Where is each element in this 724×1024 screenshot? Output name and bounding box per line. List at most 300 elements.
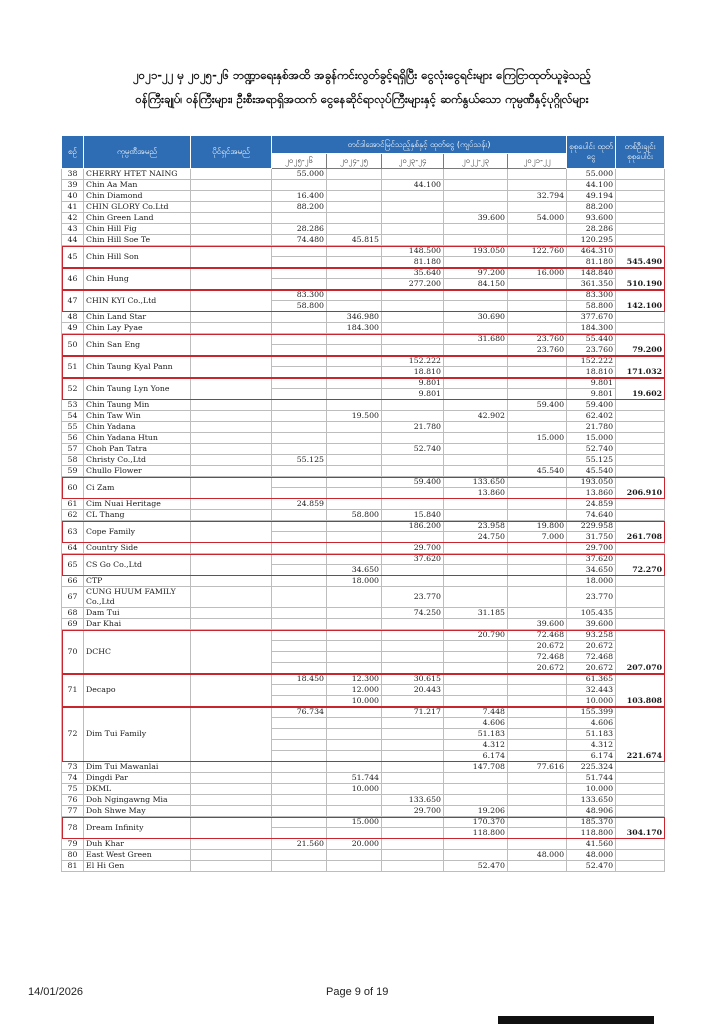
cell-year-amount xyxy=(444,301,508,312)
cell-year-amount xyxy=(272,663,327,674)
cell-owner-name xyxy=(191,433,272,444)
cell-year-amount xyxy=(272,587,327,608)
cell-year-amount xyxy=(444,235,508,246)
table-row xyxy=(62,521,665,532)
cell-owner-name xyxy=(191,466,272,477)
cell-year-amount xyxy=(272,488,327,499)
cell-year-amount xyxy=(327,718,382,729)
table-row xyxy=(62,334,665,345)
cell-company-name: Doh Shwe May xyxy=(84,806,191,817)
cell-year-amount xyxy=(444,444,508,455)
cell-owner-name xyxy=(191,356,272,378)
cell-grand-total xyxy=(616,433,665,444)
cell-year-amount xyxy=(272,323,327,334)
cell-year-amount xyxy=(327,268,382,279)
table-row xyxy=(62,180,665,191)
cell-year-amount xyxy=(327,180,382,191)
cell-total: 51.744 xyxy=(567,773,616,784)
cell-year-amount: 9.801 xyxy=(382,378,444,389)
company-group xyxy=(62,180,665,191)
cell-year-amount xyxy=(382,641,444,652)
cell-row-number: 44 xyxy=(62,235,84,246)
cell-year-amount: 42.902 xyxy=(444,411,508,422)
cell-year-amount xyxy=(272,268,327,279)
table-row xyxy=(62,630,665,641)
cell-year-amount xyxy=(444,839,508,850)
cell-year-amount xyxy=(444,565,508,576)
cell-year-amount xyxy=(327,455,382,466)
cell-total: 29.700 xyxy=(567,543,616,554)
company-group xyxy=(62,839,665,850)
cell-year-amount xyxy=(508,180,567,191)
cell-company-name: Chin Green Land xyxy=(84,213,191,224)
cell-owner-name xyxy=(191,268,272,290)
cell-owner-name xyxy=(191,630,272,674)
cell-company-name: CHIN KYI Co.,Ltd xyxy=(84,290,191,312)
cell-year-amount xyxy=(508,587,567,608)
cell-year-amount: 59.400 xyxy=(382,477,444,488)
cell-year-amount xyxy=(444,543,508,554)
cell-grand-total xyxy=(616,191,665,202)
cell-total: 152.222 xyxy=(567,356,616,367)
cell-year-amount xyxy=(327,290,382,301)
cell-total: 61.365 xyxy=(567,674,616,685)
cell-year-amount: 81.180 xyxy=(382,257,444,268)
cell-year-amount xyxy=(382,751,444,762)
cell-row-number: 60 xyxy=(62,477,84,499)
cell-year-amount: 58.800 xyxy=(272,301,327,312)
cell-year-amount xyxy=(272,521,327,532)
cell-year-amount xyxy=(327,257,382,268)
cell-year-amount xyxy=(327,828,382,839)
cell-total: 148.840 xyxy=(567,268,616,279)
cell-year-amount xyxy=(382,312,444,323)
cell-year-amount xyxy=(444,674,508,685)
cell-year-amount xyxy=(508,202,567,213)
cell-year-amount xyxy=(508,773,567,784)
cell-year-amount xyxy=(272,619,327,630)
cell-total: 9.801 xyxy=(567,389,616,400)
cell-grand-total: 206.910 xyxy=(616,477,665,499)
cell-year-amount xyxy=(272,565,327,576)
company-group xyxy=(62,630,665,674)
table-row xyxy=(62,674,665,685)
cell-total: 229.958 xyxy=(567,521,616,532)
cell-year-amount xyxy=(272,411,327,422)
cell-grand-total xyxy=(616,608,665,619)
cell-year-amount xyxy=(508,235,567,246)
cell-year-amount xyxy=(272,433,327,444)
company-group xyxy=(62,499,665,510)
header-year-2: ၂၀၂၄-၂၅ xyxy=(327,154,382,169)
cell-year-amount xyxy=(272,543,327,554)
cell-year-amount xyxy=(508,685,567,696)
company-group xyxy=(62,861,665,872)
cell-year-amount xyxy=(382,762,444,773)
table-row xyxy=(62,191,665,202)
cell-year-amount xyxy=(444,422,508,433)
cell-year-amount: 34.650 xyxy=(327,565,382,576)
cell-year-amount xyxy=(272,773,327,784)
cell-row-number: 38 xyxy=(62,169,84,180)
header-year-group: တင်ဒါအောင်မြင်သည့်နှစ်နှင့် ထုတ်ငွေ (ကျပ်သန်း) xyxy=(272,136,567,154)
company-group xyxy=(62,795,665,806)
cell-total: 39.600 xyxy=(567,619,616,630)
cell-year-amount xyxy=(327,619,382,630)
cell-year-amount xyxy=(508,169,567,180)
cell-year-amount xyxy=(327,389,382,400)
cell-year-amount xyxy=(272,850,327,861)
cell-company-name: Christy Co.,Ltd xyxy=(84,455,191,466)
cell-year-amount xyxy=(508,389,567,400)
cell-year-amount xyxy=(327,532,382,543)
cell-row-number: 77 xyxy=(62,806,84,817)
header-year-1: ၂၀၂၅-၂၆ xyxy=(272,154,327,169)
cell-row-number: 63 xyxy=(62,521,84,543)
cell-year-amount: 170.370 xyxy=(444,817,508,828)
company-group xyxy=(62,191,665,202)
table-row xyxy=(62,499,665,510)
cell-total: 23.770 xyxy=(567,587,616,608)
cell-owner-name xyxy=(191,839,272,850)
cell-owner-name xyxy=(191,762,272,773)
cell-total: 193.050 xyxy=(567,477,616,488)
cell-grand-total: 142.100 xyxy=(616,290,665,312)
cell-year-amount: 10.000 xyxy=(327,784,382,795)
cell-year-amount: 152.222 xyxy=(382,356,444,367)
table-row xyxy=(62,762,665,773)
table-row xyxy=(62,576,665,587)
cell-year-amount xyxy=(508,795,567,806)
cell-year-amount xyxy=(272,257,327,268)
cell-grand-total xyxy=(616,444,665,455)
cell-year-amount xyxy=(444,224,508,235)
cell-year-amount: 4.606 xyxy=(444,718,508,729)
cell-grand-total: 72.270 xyxy=(616,554,665,576)
cell-year-amount: 35.640 xyxy=(382,268,444,279)
cell-grand-total: 304.170 xyxy=(616,817,665,839)
cell-total: 225.324 xyxy=(567,762,616,773)
cell-total: 15.000 xyxy=(567,433,616,444)
table-row xyxy=(62,444,665,455)
table-row xyxy=(62,806,665,817)
table-row xyxy=(62,455,665,466)
cell-grand-total xyxy=(616,619,665,630)
cell-year-amount xyxy=(508,367,567,378)
company-group xyxy=(62,202,665,213)
cell-year-amount xyxy=(272,718,327,729)
cell-owner-name xyxy=(191,202,272,213)
cell-year-amount xyxy=(272,510,327,521)
cell-total: 464.310 xyxy=(567,246,616,257)
cell-owner-name xyxy=(191,235,272,246)
cell-row-number: 70 xyxy=(62,630,84,674)
cell-year-amount xyxy=(444,466,508,477)
cell-year-amount: 52.740 xyxy=(382,444,444,455)
cell-year-amount xyxy=(508,608,567,619)
table-row xyxy=(62,608,665,619)
cell-year-amount xyxy=(508,707,567,718)
cell-company-name: CS Go Co.,Ltd xyxy=(84,554,191,576)
cell-grand-total xyxy=(616,455,665,466)
cell-total: 55.125 xyxy=(567,455,616,466)
cell-year-amount xyxy=(508,301,567,312)
cell-year-amount: 23.760 xyxy=(508,334,567,345)
cell-owner-name xyxy=(191,554,272,576)
cell-year-amount xyxy=(444,685,508,696)
cell-year-amount xyxy=(382,169,444,180)
cell-owner-name xyxy=(191,795,272,806)
company-group xyxy=(62,543,665,554)
cell-owner-name xyxy=(191,773,272,784)
cell-year-amount xyxy=(327,806,382,817)
header-year-3: ၂၀၂၃-၂၄ xyxy=(382,154,444,169)
company-group xyxy=(62,378,665,400)
cell-year-amount xyxy=(382,499,444,510)
cell-grand-total xyxy=(616,312,665,323)
cell-company-name: Dim Tui Mawanlai xyxy=(84,762,191,773)
cell-year-amount xyxy=(272,652,327,663)
company-group xyxy=(62,784,665,795)
cell-company-name: East West Green xyxy=(84,850,191,861)
cell-year-amount: 48.000 xyxy=(508,850,567,861)
cell-company-name: Decapo xyxy=(84,674,191,707)
cell-company-name: Dim Tui Family xyxy=(84,707,191,762)
cell-year-amount xyxy=(327,345,382,356)
cell-owner-name xyxy=(191,576,272,587)
cell-company-name: Chin Aa Man xyxy=(84,180,191,191)
footer-page-number: Page 9 of 19 xyxy=(326,986,389,998)
cell-row-number: 48 xyxy=(62,312,84,323)
cell-year-amount xyxy=(272,477,327,488)
cell-total: 81.180 xyxy=(567,257,616,268)
company-group xyxy=(62,707,665,762)
cell-year-amount xyxy=(508,378,567,389)
cell-grand-total xyxy=(616,773,665,784)
cell-total: 20.672 xyxy=(567,663,616,674)
cell-year-amount xyxy=(327,729,382,740)
cell-total: 9.801 xyxy=(567,378,616,389)
cell-year-amount xyxy=(508,290,567,301)
table-row xyxy=(62,773,665,784)
cell-row-number: 51 xyxy=(62,356,84,378)
cell-year-amount xyxy=(327,477,382,488)
cell-year-amount xyxy=(444,378,508,389)
cell-grand-total xyxy=(616,499,665,510)
cell-total: 184.300 xyxy=(567,323,616,334)
cell-year-amount xyxy=(508,817,567,828)
cell-total: 48.906 xyxy=(567,806,616,817)
cell-year-amount xyxy=(327,762,382,773)
cell-company-name: Chin Hill Son xyxy=(84,246,191,268)
cell-total: 55.440 xyxy=(567,334,616,345)
cell-grand-total xyxy=(616,839,665,850)
cell-total: 93.258 xyxy=(567,630,616,641)
cell-owner-name xyxy=(191,378,272,400)
cell-grand-total xyxy=(616,850,665,861)
cell-owner-name xyxy=(191,455,272,466)
cell-year-amount xyxy=(327,279,382,290)
cell-year-amount: 55.125 xyxy=(272,455,327,466)
cell-year-amount: 83.300 xyxy=(272,290,327,301)
cell-row-number: 56 xyxy=(62,433,84,444)
cell-total: 88.200 xyxy=(567,202,616,213)
cell-year-amount: 71.217 xyxy=(382,707,444,718)
cell-year-amount xyxy=(382,565,444,576)
document-title-line-1: ၂၀၂၁-၂၂ မှ ၂၀၂၅-၂၆ ဘဏ္ဍာရေးနှစ်အထိ အခွန်ကင်းလွတ်ခွင့်ရရှိပြီး ငွေလုံးငွေရင်းများ ကြေငြာထုတ်ယူခဲ့သည့် xyxy=(132,68,591,82)
cell-owner-name xyxy=(191,499,272,510)
cell-total: 52.740 xyxy=(567,444,616,455)
cell-year-amount: 118.800 xyxy=(444,828,508,839)
cell-year-amount: 20.790 xyxy=(444,630,508,641)
cell-year-amount: 76.734 xyxy=(272,707,327,718)
cell-year-amount xyxy=(382,773,444,784)
cell-year-amount: 23.770 xyxy=(382,587,444,608)
cell-year-amount xyxy=(327,301,382,312)
cell-year-amount xyxy=(444,499,508,510)
cell-year-amount: 21.560 xyxy=(272,839,327,850)
cell-year-amount xyxy=(272,400,327,411)
cell-year-amount xyxy=(508,455,567,466)
cell-year-amount xyxy=(508,839,567,850)
cell-year-amount xyxy=(444,696,508,707)
table-row xyxy=(62,224,665,235)
cell-grand-total xyxy=(616,180,665,191)
table-row xyxy=(62,861,665,872)
cell-year-amount xyxy=(272,422,327,433)
cell-total: 6.174 xyxy=(567,751,616,762)
cell-year-amount xyxy=(444,180,508,191)
cell-owner-name xyxy=(191,312,272,323)
table-row xyxy=(62,839,665,850)
cell-year-amount xyxy=(327,466,382,477)
cell-company-name: Chin Lay Pyae xyxy=(84,323,191,334)
cell-year-amount: 18.450 xyxy=(272,674,327,685)
cell-year-amount xyxy=(444,554,508,565)
cell-year-amount xyxy=(272,751,327,762)
table-row xyxy=(62,619,665,630)
table-row xyxy=(62,323,665,334)
cell-row-number: 62 xyxy=(62,510,84,521)
cell-year-amount xyxy=(508,565,567,576)
cell-year-amount: 23.958 xyxy=(444,521,508,532)
table-row xyxy=(62,312,665,323)
cell-year-amount xyxy=(508,499,567,510)
cell-year-amount: 37.620 xyxy=(382,554,444,565)
cell-year-amount xyxy=(444,433,508,444)
cell-company-name: Dam Tui xyxy=(84,608,191,619)
cell-year-amount xyxy=(272,806,327,817)
cell-year-amount: 29.700 xyxy=(382,543,444,554)
cell-total: 105.435 xyxy=(567,608,616,619)
cell-year-amount xyxy=(382,652,444,663)
cell-year-amount xyxy=(272,795,327,806)
cell-row-number: 55 xyxy=(62,422,84,433)
cell-owner-name xyxy=(191,411,272,422)
cell-row-number: 43 xyxy=(62,224,84,235)
cell-row-number: 45 xyxy=(62,246,84,268)
cell-year-amount: 32.794 xyxy=(508,191,567,202)
cell-year-amount xyxy=(272,466,327,477)
table-row xyxy=(62,477,665,488)
cell-company-name: Country Side xyxy=(84,543,191,554)
cell-grand-total xyxy=(616,576,665,587)
cell-year-amount xyxy=(508,224,567,235)
cell-grand-total xyxy=(616,466,665,477)
cell-year-amount xyxy=(444,389,508,400)
cell-year-amount xyxy=(327,378,382,389)
cell-row-number: 52 xyxy=(62,378,84,400)
table-row xyxy=(62,795,665,806)
cell-year-amount xyxy=(444,169,508,180)
cell-total: 361.350 xyxy=(567,279,616,290)
cell-year-amount xyxy=(444,510,508,521)
cell-year-amount xyxy=(382,630,444,641)
cell-company-name: Cim Nuai Heritage xyxy=(84,499,191,510)
cell-grand-total: 545.490 xyxy=(616,246,665,268)
table-row xyxy=(62,817,665,828)
company-group xyxy=(62,422,665,433)
cell-owner-name xyxy=(191,246,272,268)
cell-total: 18.000 xyxy=(567,576,616,587)
cell-grand-total xyxy=(616,543,665,554)
cell-total: 21.780 xyxy=(567,422,616,433)
cell-year-amount xyxy=(382,455,444,466)
cell-year-amount xyxy=(508,279,567,290)
cell-year-amount xyxy=(272,532,327,543)
cell-owner-name xyxy=(191,619,272,630)
cell-row-number: 80 xyxy=(62,850,84,861)
cell-year-amount: 184.300 xyxy=(327,323,382,334)
cell-year-amount xyxy=(327,652,382,663)
cell-total: 24.859 xyxy=(567,499,616,510)
cell-year-amount xyxy=(327,400,382,411)
cell-grand-total xyxy=(616,510,665,521)
cell-year-amount xyxy=(444,587,508,608)
cell-company-name: Chin Land Star xyxy=(84,312,191,323)
cell-year-amount: 9.801 xyxy=(382,389,444,400)
company-group xyxy=(62,619,665,630)
company-group xyxy=(62,433,665,444)
cell-owner-name xyxy=(191,224,272,235)
company-group xyxy=(62,290,665,312)
table-row xyxy=(62,784,665,795)
cell-year-amount xyxy=(272,554,327,565)
cell-year-amount xyxy=(382,729,444,740)
company-group xyxy=(62,587,665,608)
cell-total: 49.194 xyxy=(567,191,616,202)
cell-year-amount xyxy=(444,202,508,213)
cell-year-amount xyxy=(272,444,327,455)
footer-date: 14/01/2026 xyxy=(28,986,84,998)
cell-company-name: Chin Taw Win xyxy=(84,411,191,422)
cell-year-amount xyxy=(444,345,508,356)
cell-year-amount xyxy=(327,587,382,608)
table-row xyxy=(62,400,665,411)
cell-year-amount xyxy=(272,378,327,389)
cell-year-amount: 18.810 xyxy=(382,367,444,378)
cell-year-amount xyxy=(327,499,382,510)
cell-year-amount xyxy=(272,740,327,751)
cell-year-amount: 16.400 xyxy=(272,191,327,202)
cell-owner-name xyxy=(191,444,272,455)
cell-company-name: Duh Khar xyxy=(84,839,191,850)
cell-owner-name xyxy=(191,290,272,312)
cell-year-amount xyxy=(327,224,382,235)
table-row xyxy=(62,707,665,718)
cell-row-number: 50 xyxy=(62,334,84,356)
cell-year-amount xyxy=(508,510,567,521)
